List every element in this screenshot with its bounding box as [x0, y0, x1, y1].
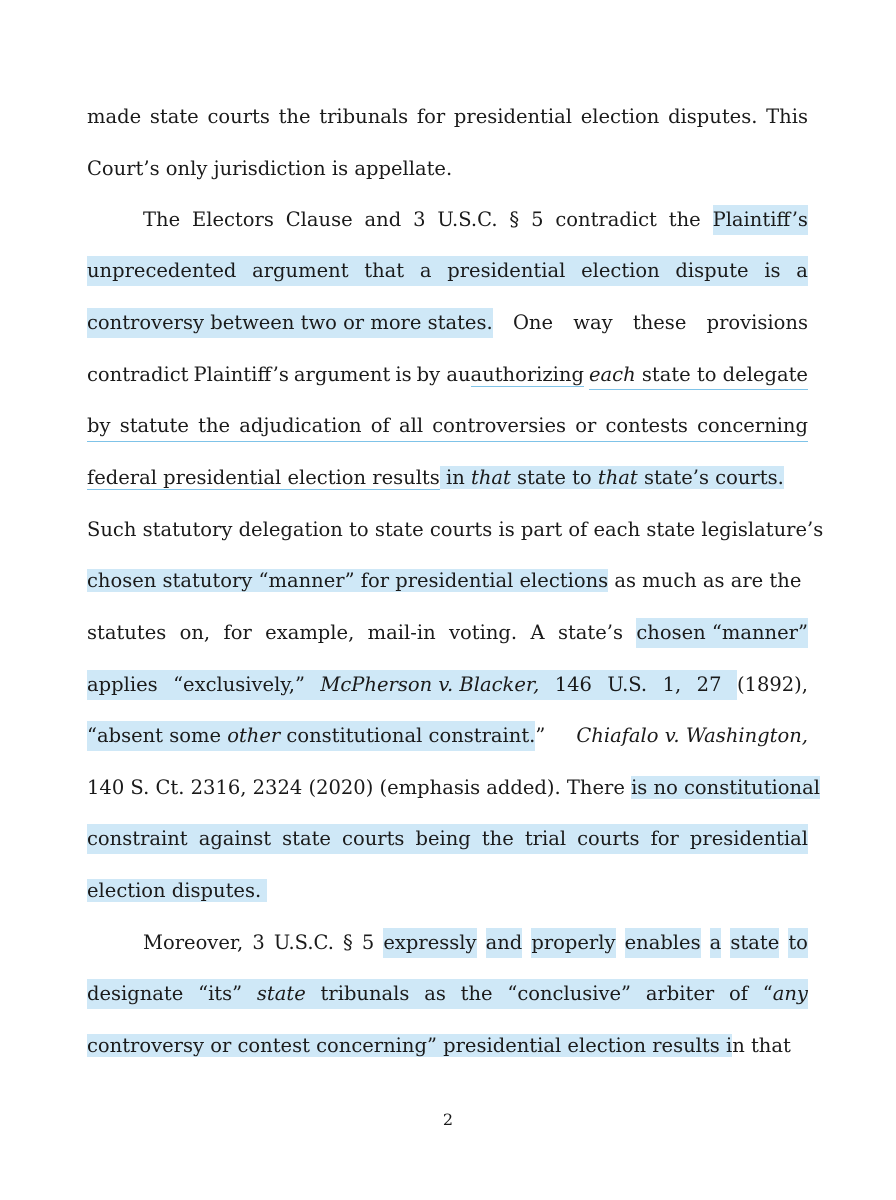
word: being [415, 827, 471, 850]
word: “any [762, 982, 808, 1005]
word: of [728, 982, 748, 1005]
text-line-6 [87, 360, 808, 390]
line-text: n that [732, 1034, 791, 1057]
word: concerning [697, 414, 808, 437]
word: statute [119, 414, 189, 437]
word: arbiter [645, 982, 715, 1005]
word: state [730, 928, 779, 958]
word: 5 [531, 208, 544, 231]
text-line-13 [87, 721, 808, 751]
word: that [364, 259, 405, 282]
word: 1, [662, 673, 682, 696]
word: the [460, 982, 493, 1005]
underlined-text: each state to delegate [589, 360, 808, 390]
word: a [710, 928, 722, 958]
word: dispute [675, 259, 749, 282]
text-line-1 [87, 102, 808, 132]
word: Electors [192, 208, 274, 231]
word: (1892), [737, 670, 808, 700]
word: for [416, 105, 446, 128]
word: state [282, 827, 331, 850]
word: 3 [413, 208, 426, 231]
word: to [788, 928, 808, 958]
text-line-11 [87, 618, 808, 648]
word: trial [524, 827, 567, 850]
text-line-9 [87, 515, 824, 545]
word: properly [531, 928, 615, 958]
word: as [424, 982, 446, 1005]
word: for [650, 827, 679, 850]
text-line-5 [87, 308, 808, 338]
word: state [256, 982, 306, 1005]
text-line-15 [87, 824, 808, 854]
word: 5 [361, 931, 375, 954]
word: state [149, 105, 199, 128]
word: argument [293, 363, 391, 386]
word: the [481, 827, 514, 850]
word: expressly [383, 928, 476, 958]
word: U.S.C. [437, 208, 498, 231]
word: is [764, 259, 781, 282]
word: of [370, 414, 390, 437]
word: “exclusively,” [173, 673, 305, 696]
case-citation: McPherson v. Blacker, [320, 673, 540, 696]
word: A [530, 621, 545, 644]
word: contradict [87, 363, 189, 386]
highlighted-text: chosen statutory “manner” for presidential elections [87, 569, 609, 592]
word: Moreover, [143, 931, 244, 954]
text-line-7 [87, 411, 808, 442]
word: adjudication [239, 414, 362, 437]
word: provisions [706, 311, 808, 334]
word: enables [625, 928, 701, 958]
highlighted-text: election disputes. [87, 879, 267, 902]
word: U.S.C. [273, 931, 334, 954]
word: applies [87, 673, 158, 696]
text-line-2 [87, 154, 808, 184]
highlighted-text: chosen “manner” [636, 618, 808, 648]
word: 27 [696, 673, 722, 696]
word: One [512, 311, 554, 334]
word: U.S. [607, 673, 648, 696]
word: contradict [555, 208, 657, 231]
word: a [796, 259, 808, 282]
word: 146 [554, 673, 592, 696]
quote-mark: ” [535, 724, 546, 747]
word: election [581, 259, 660, 282]
word: designate [87, 982, 184, 1005]
word: statutes [87, 621, 167, 644]
word: “conclusive” [507, 982, 632, 1005]
line-text: Court’s only jurisdiction is appellate. [87, 157, 453, 180]
word: election [580, 105, 660, 128]
word: unprecedented [87, 259, 237, 282]
word: way [573, 311, 613, 334]
word: 3 [252, 931, 265, 954]
word: mail-in [367, 621, 436, 644]
word: “its” [198, 982, 243, 1005]
word: and [486, 928, 523, 958]
word: presidential [689, 827, 808, 850]
case-citation: Chiafalo v. Washington, [576, 724, 808, 747]
text-line-19 [87, 1031, 808, 1061]
line-text: Such statutory delegation to state courts is part of each state legislature’s [87, 518, 824, 541]
word: § [509, 208, 520, 231]
word: Clause [285, 208, 353, 231]
highlighted-text: controversy or contest concerning” presidential election results i [87, 1034, 733, 1057]
text-line-3 [143, 205, 808, 235]
text-line-10 [87, 566, 808, 596]
word: for [223, 621, 252, 644]
underlined-text: by auauthorizing [416, 363, 584, 386]
word: courts [342, 827, 405, 850]
line-text: as much as are the [614, 569, 802, 592]
word: tribunals [319, 105, 409, 128]
word: these [632, 311, 687, 334]
word: contests [605, 414, 688, 437]
word: state’s [557, 621, 623, 644]
highlighted-text: controversy between two or more states. [87, 308, 493, 338]
underlined-text: federal presidential election results [87, 466, 440, 489]
word: a [419, 259, 432, 282]
word: § [343, 931, 353, 954]
text-line-4 [87, 256, 808, 286]
line-text: 140 S. Ct. 2316, 2324 (2020) (emphasis added). There [87, 776, 625, 799]
text-line-16 [87, 876, 808, 906]
word: example, [265, 621, 355, 644]
word: argument [252, 259, 349, 282]
word: presidential [453, 105, 572, 128]
text-line-12 [87, 670, 808, 700]
word: controversies [432, 414, 567, 437]
word: by [87, 414, 111, 437]
word: Plaintiff’s [193, 363, 289, 386]
word: tribunals [320, 982, 410, 1005]
word: voting. [449, 621, 518, 644]
page-number: 2 [442, 1110, 454, 1129]
word: on, [179, 621, 211, 644]
word: or [575, 414, 597, 437]
word: courts [577, 827, 640, 850]
word: The [143, 208, 181, 231]
word: the [278, 105, 311, 128]
word: disputes. [668, 105, 758, 128]
word: is [395, 363, 412, 386]
highlighted-text: Plaintiff’s [713, 205, 808, 235]
text-line-8 [87, 463, 808, 493]
word: constraint [87, 827, 188, 850]
word: made [87, 105, 142, 128]
word: the [198, 414, 231, 437]
word: the [668, 208, 701, 231]
word: presidential [447, 259, 566, 282]
text-line-14 [87, 773, 820, 803]
word: and [364, 208, 402, 231]
highlighted-text: in that state to that state’s courts. [440, 466, 784, 489]
highlighted-text: is no constitutional [631, 776, 820, 799]
word: against [198, 827, 272, 850]
text-line-17 [143, 928, 808, 958]
word: all [398, 414, 424, 437]
text-line-18 [87, 979, 808, 1009]
word: courts [207, 105, 270, 128]
highlighted-text: “absent some other constitutional constraint. [87, 721, 535, 751]
word: This [766, 105, 808, 128]
